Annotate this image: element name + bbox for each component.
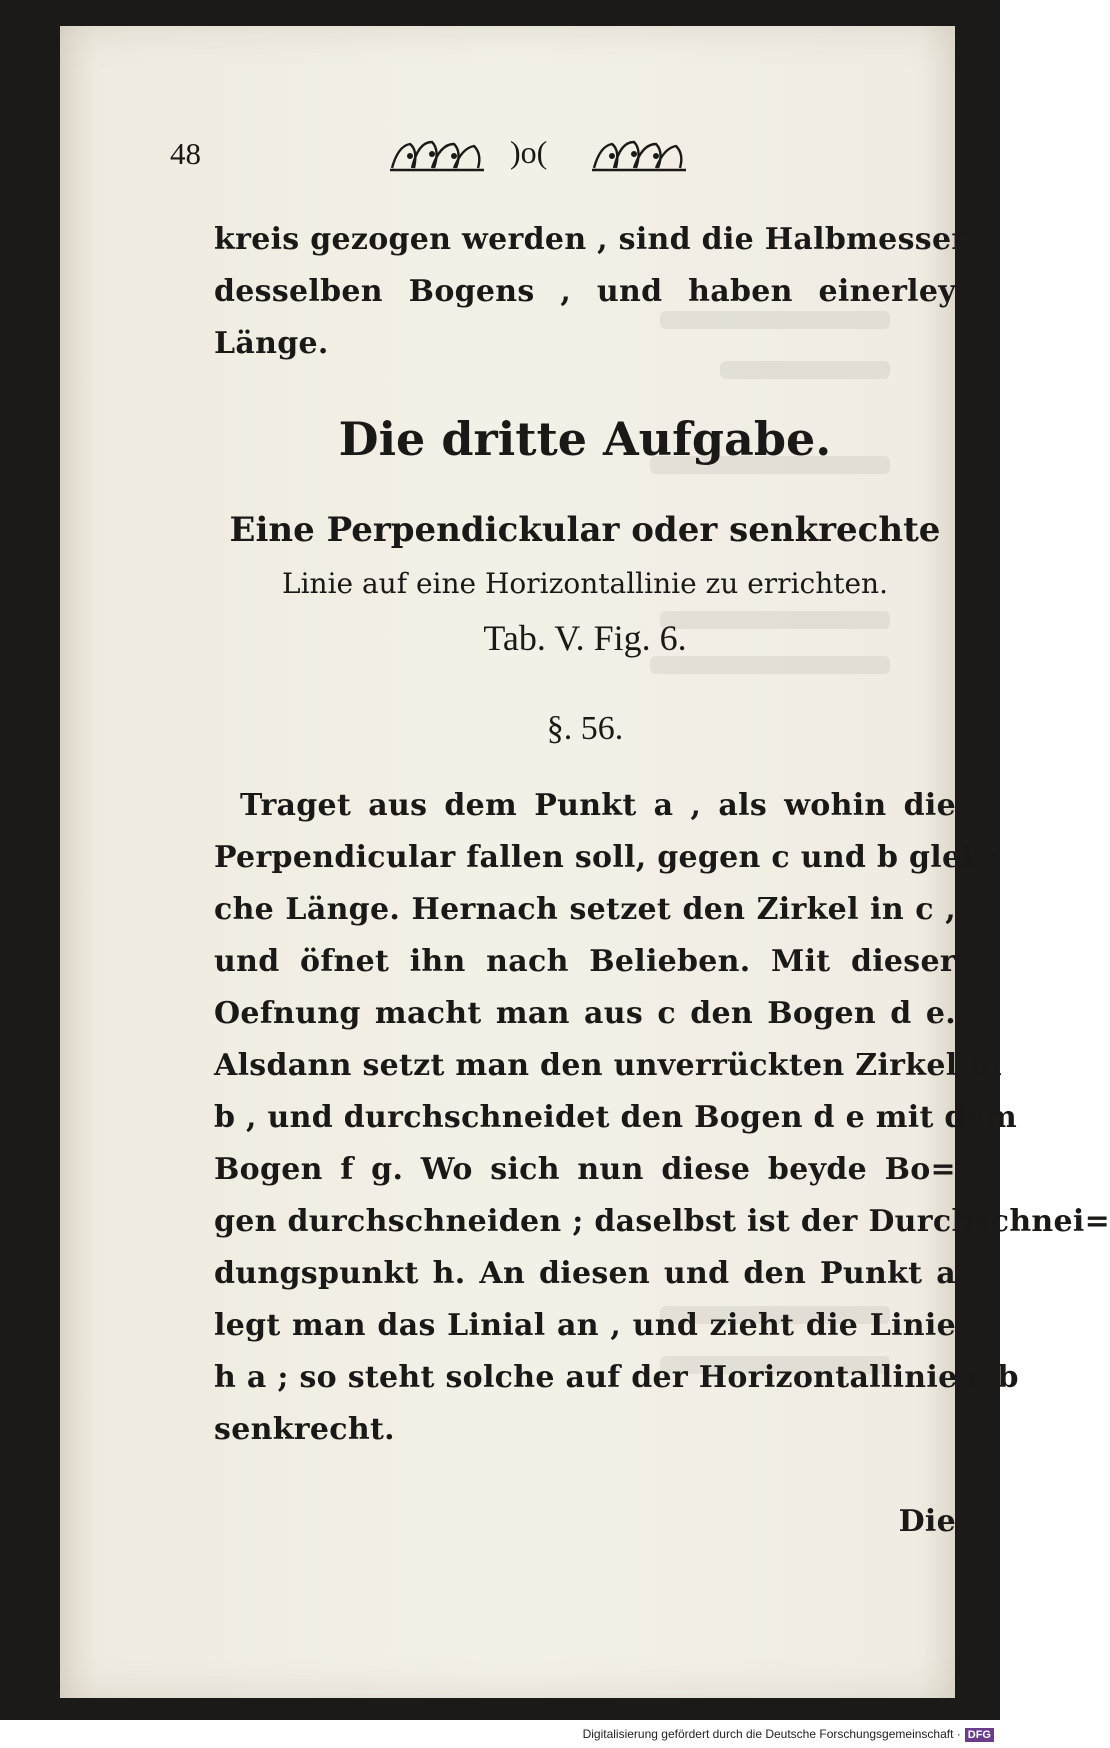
figure-reference: Tab. V. Fig. 6. bbox=[483, 618, 687, 658]
digitization-credit bbox=[583, 1727, 994, 1742]
text-line: dungspunkt h. An diesen und den Punkt a bbox=[214, 1256, 956, 1291]
header-mark: )o( bbox=[510, 134, 548, 170]
subtitle-line: Linie auf eine Horizontallinie zu errichten. bbox=[281, 567, 888, 600]
text-line: Traget aus dem Punkt a , als wohin die bbox=[240, 788, 956, 823]
text-line: und öfnet ihn nach Belieben. Mit dieser bbox=[214, 944, 956, 979]
text-line: Bogen f g. Wo sich nun diese beyde Bo= bbox=[214, 1152, 956, 1187]
page-number: 48 bbox=[170, 136, 201, 171]
catchword: Die bbox=[898, 1504, 956, 1539]
text-line: gen durchschneiden ; daselbst ist der Durchschnei= bbox=[214, 1204, 1110, 1239]
text-line: kreis gezogen werden , sind die Halbmesser bbox=[214, 222, 968, 257]
text-line: b , und durchschneidet den Bogen d e mit dem bbox=[214, 1100, 1018, 1135]
text-line: h a ; so steht solche auf der Horizontallinie c b bbox=[214, 1360, 1019, 1395]
ornament-right-icon bbox=[590, 138, 690, 174]
text-line: desselben Bogens , und haben einerley bbox=[214, 274, 956, 309]
text-line: Oefnung macht man aus c den Bogen d e. bbox=[214, 996, 956, 1031]
dfg-logo: DFG bbox=[965, 1728, 994, 1742]
subtitle-line: Eine Perpendickular oder senkrechte bbox=[229, 510, 941, 550]
ornament-left-icon bbox=[388, 138, 488, 174]
credit-text: Digitalisierung gefördert durch die Deutsche Forschungsgemeinschaft · bbox=[582, 1727, 961, 1741]
text-line: Alsdann setzt man den unverrückten Zirkel in bbox=[214, 1048, 1003, 1083]
text-line: senkrecht. bbox=[214, 1412, 395, 1447]
text-line: Länge. bbox=[214, 326, 329, 361]
text-line: che Länge. Hernach setzet den Zirkel in c , bbox=[214, 892, 956, 927]
paragraph-number: §. 56. bbox=[546, 710, 624, 747]
running-header bbox=[170, 128, 770, 178]
section-title: Die dritte Aufgabe. bbox=[338, 412, 832, 466]
text-line: legt man das Linial an , und zieht die Linie bbox=[214, 1308, 956, 1343]
text-line: Perpendicular fallen soll, gegen c und b glei= bbox=[214, 840, 999, 875]
